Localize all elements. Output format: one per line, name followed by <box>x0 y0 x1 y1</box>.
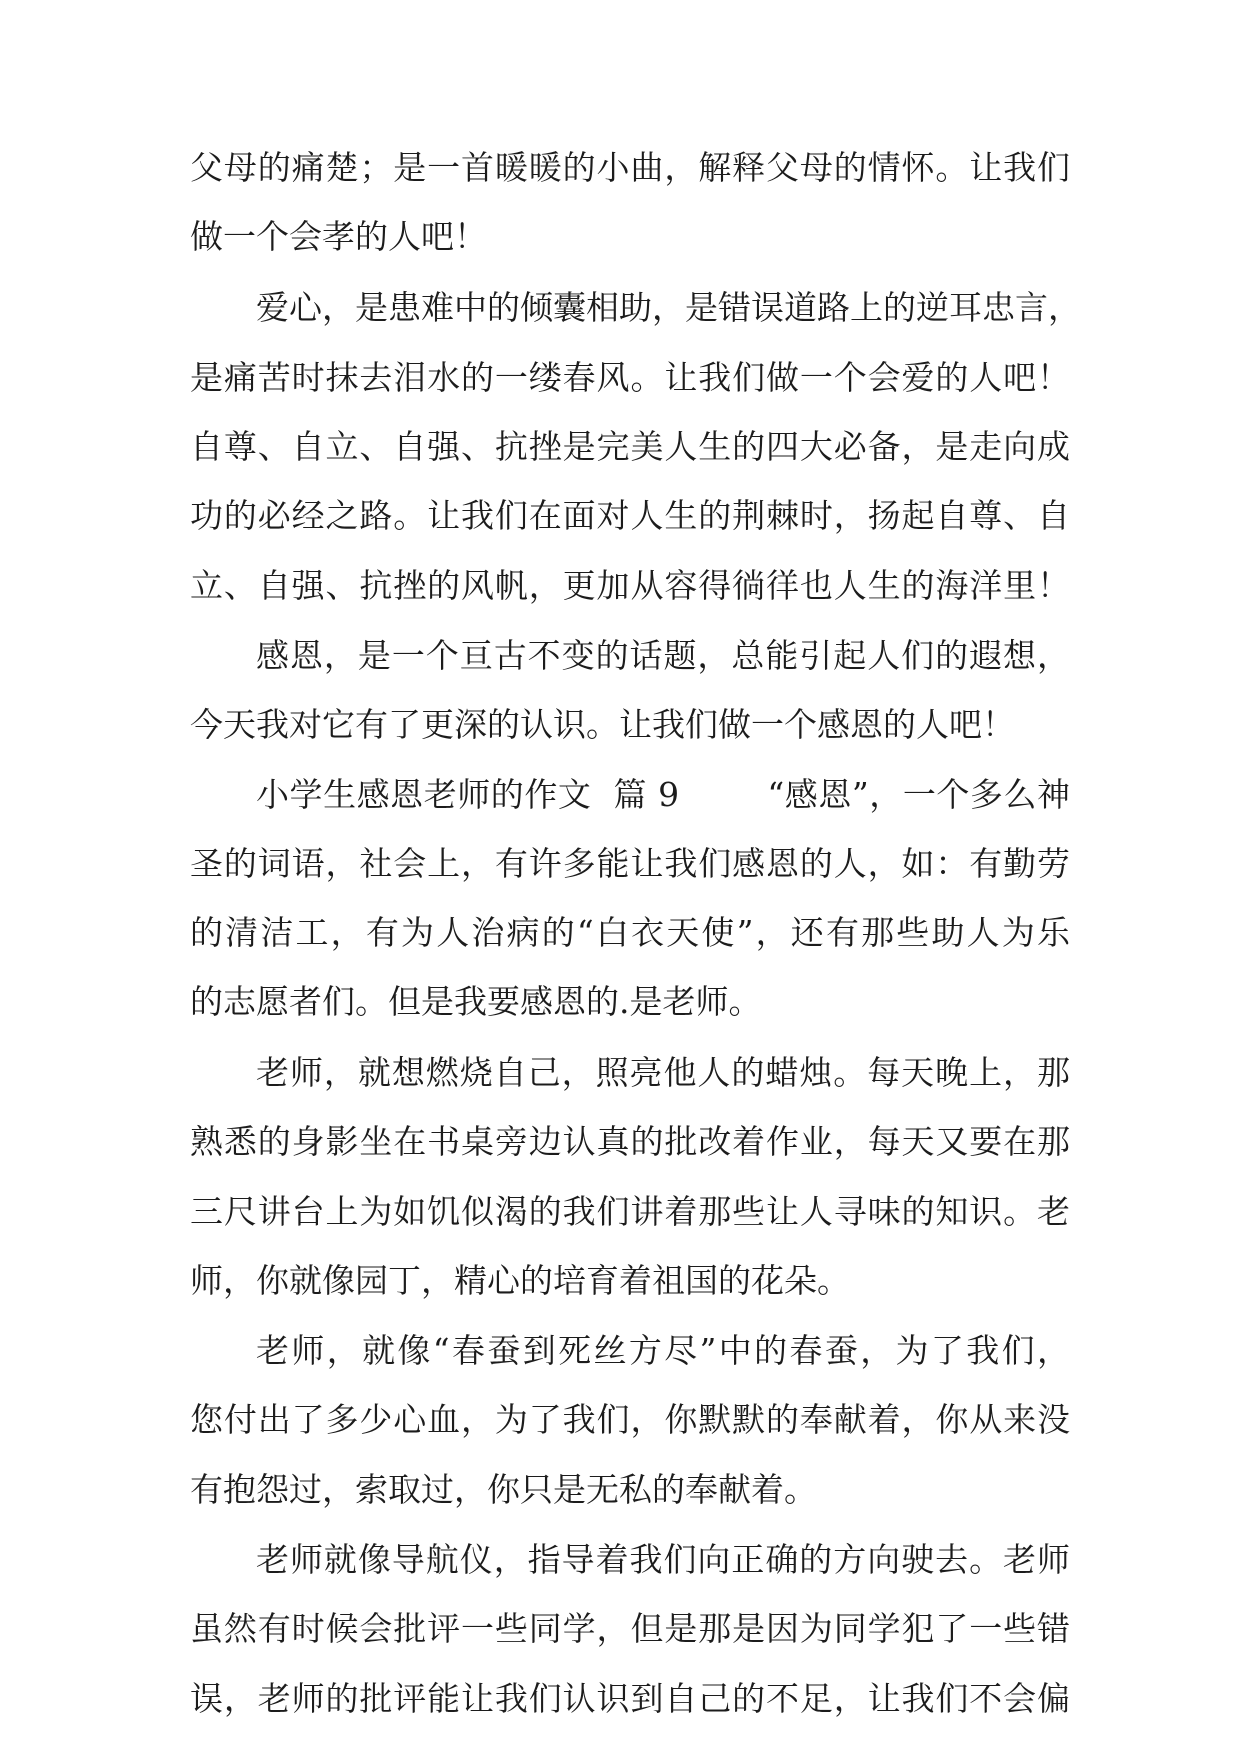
text-line: 今天我对它有了更深的认识。让我们做一个感恩的人吧！ <box>190 705 1015 744</box>
text-line: 老师，就像“春蚕到死丝方尽”中的春蚕，为了我们， <box>256 1331 1070 1370</box>
text-line: 爱心，是患难中的倾囊相助，是错误道路上的逆耳忠言， <box>256 288 1081 327</box>
text-line: 小学生感恩老师的作文 篇 9 “感恩”，一个多么神 <box>256 775 1070 814</box>
text-line: 有抱怨过，索取过，你只是无私的奉献着。 <box>190 1470 817 1509</box>
text-line: 您付出了多少心血，为了我们，你默默的奉献着，你从来没 <box>190 1400 1070 1439</box>
text-line: 老师就像导航仪，指导着我们向正确的方向驶去。老师 <box>256 1540 1070 1579</box>
text-line: 是痛苦时抹去泪水的一缕春风。让我们做一个会爱的人吧！ <box>190 358 1070 397</box>
text-line: 圣的词语，社会上，有许多能让我们感恩的人，如：有勤劳 <box>190 844 1070 883</box>
text-line: 立、自强、抗挫的风帆，更加从容得徜徉也人生的海洋里！ <box>190 566 1070 605</box>
text-line: 的清洁工，有为人治病的“白衣天使”，还有那些助人为乐 <box>190 913 1070 952</box>
text-line: 老师，就想燃烧自己，照亮他人的蜡烛。每天晚上，那 <box>256 1053 1070 1092</box>
text-line: 误，老师的批评能让我们认识到自己的不足，让我们不会偏 <box>190 1679 1070 1718</box>
text-line: 做一个会孝的人吧！ <box>190 217 487 256</box>
text-line: 师，你就像园丁，精心的培育着祖国的花朵。 <box>190 1261 850 1300</box>
text-line: 父母的痛楚；是一首暖暖的小曲，解释父母的情怀。让我们 <box>190 148 1070 187</box>
text-line: 自尊、自立、自强、抗挫是完美人生的四大必备，是走向成 <box>190 427 1070 466</box>
text-line: 三尺讲台上为如饥似渴的我们讲着那些让人寻味的知识。老 <box>190 1192 1070 1231</box>
text-line: 熟悉的身影坐在书桌旁边认真的批改着作业，每天又要在那 <box>190 1122 1070 1161</box>
text-line: 虽然有时候会批评一些同学，但是那是因为同学犯了一些错 <box>190 1609 1070 1648</box>
text-line: 的志愿者们。但是我要感恩的.是老师。 <box>190 982 762 1021</box>
text-line: 感恩，是一个亘古不变的话题，总能引起人们的遐想， <box>256 636 1070 675</box>
text-line: 功的必经之路。让我们在面对人生的荆棘时，扬起自尊、自 <box>190 496 1070 535</box>
